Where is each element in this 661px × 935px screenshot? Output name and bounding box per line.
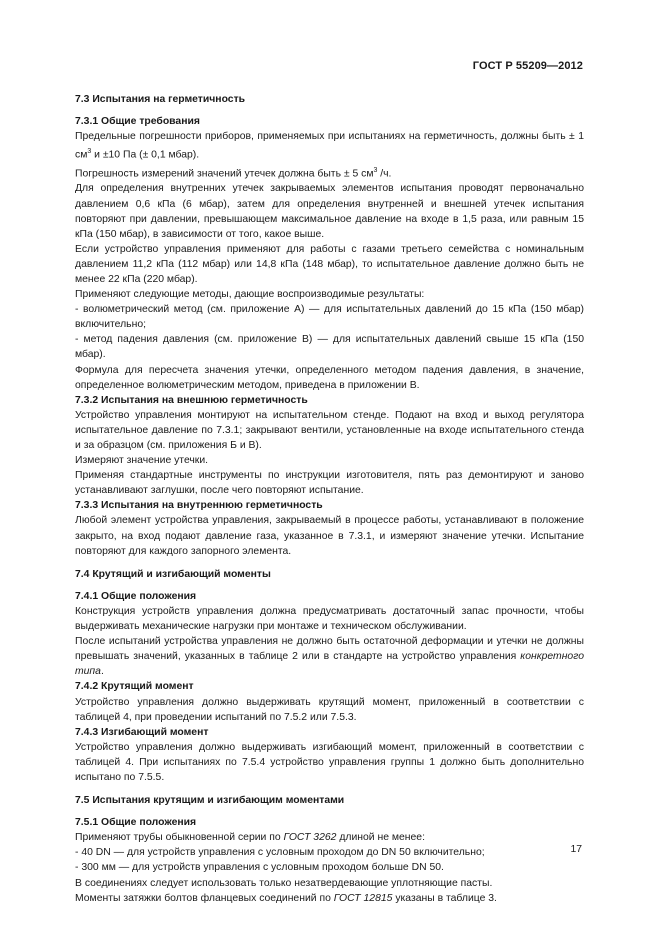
paragraph: Если устройство управления применяют для работы с газами третьего семейства с номинальным давлением 11,2 кПа (112 мбар) или 14,8 кПа (148 мбар), то испытательное давление должно быть не менее 22 кПа (220 мбар). <box>75 243 584 285</box>
paragraph: Предельные погрешности приборов, применяемых при испытаниях на герметичность, должны быть ± 1 $см^3$ и ±10 Па (± 0,1 мбар). <box>75 131 584 161</box>
section-7-5-heading: 7.5 Испытания крутящим и изгибающим моментами <box>75 795 345 807</box>
list-item: - 300 мм — для устройств управления с условным проходом больше DN 50. <box>75 862 444 874</box>
section-7-5-1-heading: 7.5.1 Общие положения <box>75 817 197 829</box>
paragraph: Для определения внутренних утечек закрываемых элементов испытания проводят первоначально давлением 0,6 кПа (6 мбар), затем для определения внутренней и внешней утечек испытания повторяют при давлении, превышающем максимальное давление на входе в 1,5 раза, или равным 15 кПа (150 мбар), в зависимости от того, какое выше. <box>75 183 584 240</box>
section-7-3-2-heading: 7.3.2 Испытания на внешнюю герметичность <box>75 394 308 406</box>
paragraph: Устройство управления должно выдерживать изгибающий момент, приложенный в соответствии с таблицей 4. При испытаниях по 7.5.4 устройство управления группы 1 должно быть дополнительно испытано по 7.5.5. <box>75 741 584 783</box>
document-body <box>75 92 584 906</box>
paragraph: Любой элемент устройства управления, закрываемый в процессе работы, устанавливают в положение закрыто, на вход подают давление газа, указанное в 7.3.1, и измеряют значение утечки. Испытание повторяют для каждого запорного элемента. <box>75 515 584 557</box>
page-number: 17 <box>570 844 582 855</box>
paragraph: Применяют трубы обыкновенной серии по ГОСТ 3262 длиной не менее: <box>75 832 425 844</box>
section-7-4-2-heading: 7.4.2 Крутящий момент <box>75 681 194 693</box>
paragraph: После испытаний устройства управления не должно быть остаточной деформации и утечки не должны превышать значений, указанных в таблице 2 или в стандарте на устройство управления конкретного типа. <box>75 636 584 678</box>
document-header: ГОСТ Р 55209—2012 <box>472 60 583 72</box>
section-7-3-heading: 7.3 Испытания на герметичность <box>75 94 246 105</box>
paragraph: Устройство управления монтируют на испытательном стенде. Подают на вход и выход регулятора испытательное давление по 7.3.1; закрывают вентили, установленные на входе испытательного стенда и за образцом (см. приложения Б и В). <box>75 409 584 451</box>
paragraph: Погрешность измерений значений утечек должна быть ± 5 $см^3$ /ч. <box>75 166 392 180</box>
paragraph: Моменты затяжки болтов фланцевых соединений по ГОСТ 12815 указаны в таблице 3. <box>75 892 497 904</box>
paragraph: Применяют следующие методы, дающие воспроизводимые результаты: <box>75 289 425 301</box>
paragraph: Измеряют значение утечки. <box>75 455 209 467</box>
section-7-4-3-heading: 7.4.3 Изгибающий момент <box>75 726 209 738</box>
paragraph: В соединениях следует использовать только незатвердевающие уплотняющие пасты. <box>75 877 493 889</box>
paragraph: Конструкция устройств управления должна предусматривать достаточный запас прочности, чтобы выдерживать механические нагрузки при монтаже и техническом обслуживании. <box>75 605 584 633</box>
section-7-4-heading: 7.4 Крутящий и изгибающий моменты <box>75 568 271 580</box>
list-item: - 40 DN — для устройств управления с условным проходом до DN 50 включительно; <box>75 847 485 859</box>
paragraph: Формула для пересчета значения утечки, определенного методом падения давления, в значение, определенное волюметрическим методом, приведена в приложении В. <box>75 364 584 391</box>
section-7-3-3-heading: 7.3.3 Испытания на внутреннюю герметичность <box>75 500 323 512</box>
list-item: - метод падения давления (см. приложение В) — для испытательных давлений свыше 15 кПа (150 мбар). <box>75 334 584 361</box>
paragraph: Применяя стандартные инструменты по инструкции изготовителя, пять раз демонтируют и заново устанавливают заглушки, после чего повторяют испытание. <box>75 470 584 497</box>
paragraph: Устройство управления должно выдерживать крутящий момент, приложенный в соответствии с таблицей 4, при проведении испытаний по 7.5.2 или 7.5.3. <box>75 696 584 723</box>
section-7-4-1-heading: 7.4.1 Общие положения <box>75 590 197 602</box>
section-7-3-1-heading: 7.3.1 Общие требования <box>75 116 200 128</box>
list-item: - волюметрический метод (см. приложение А) — для испытательных давлений до 15 кПа (150 мбар) включительно; <box>75 304 584 331</box>
